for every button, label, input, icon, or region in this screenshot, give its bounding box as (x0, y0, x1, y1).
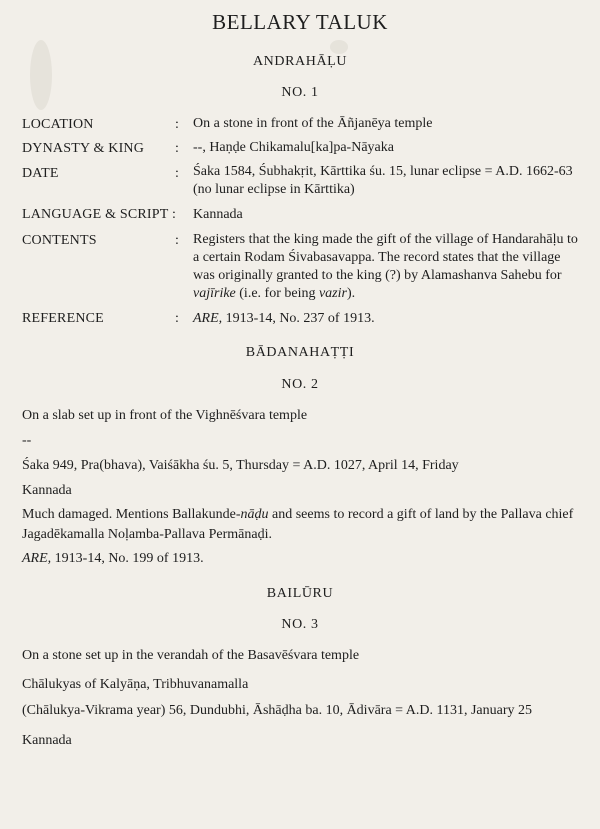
field-value-language: Kannada (193, 207, 243, 222)
section-2-number: NO. 2 (281, 377, 319, 392)
section-3-language: Kannada (22, 733, 72, 748)
field-label-language: LANGUAGE & SCRIPT : (22, 207, 177, 222)
field-value-date: Śaka 1584, Śubhakṛit, Kārttika śu. 15, lunar eclipse = A.D. 1662-63 (no lunar eclipse in Kārttika) (193, 164, 573, 197)
field-colon: : (175, 141, 179, 156)
field-colon: : (175, 311, 179, 326)
section-3-dynasty: Chālukyas of Kalyāṇa, Tribhuvanamalla (22, 677, 249, 692)
field-colon: : (175, 117, 179, 132)
field-colon: : (175, 233, 179, 248)
section-3-location: On a stone set up in the verandah of the Basavēśvara temple (22, 648, 360, 663)
field-colon: : (175, 166, 179, 181)
section-3-number: NO. 3 (281, 617, 319, 632)
section-2-language: Kannada (22, 483, 72, 498)
section-2-dynasty: -- (22, 433, 32, 448)
section-2-date: Śaka 949, Pra(bhava), Vaiśākha śu. 5, Thursday = A.D. 1027, April 14, Friday (22, 458, 459, 473)
section-1-number: NO. 1 (281, 85, 319, 100)
section-2-location: On a slab set up in front of the Vighnēśvara temple (22, 408, 308, 423)
section-3-date: (Chālukya-Vikrama year) 56, Dundubhi, Āshāḍha ba. 10, Ādivāra = A.D. 1131, January 25 (22, 703, 533, 718)
page-title: BELLARY TALUK (212, 10, 388, 34)
section-2-place: BĀDANAHAṬṬI (245, 345, 355, 360)
field-label-contents: CONTENTS (22, 233, 97, 248)
field-label-reference: REFERENCE (22, 311, 104, 326)
field-value-contents: Registers that the king made the gift of the village of Handarahāḷu to a certain Rodam Śivabasavappa. The record states that the village was originally granted to the king (?) by Alamashanva Sahebu for vajīrike (i.e. for being vazir). (193, 232, 578, 301)
field-value-dynasty: --, Haṇḍe Chikamalu[ka]pa-Nāyaka (193, 140, 394, 155)
field-value-reference: ARE, 1913-14, No. 237 of 1913. (193, 311, 375, 326)
field-label-dynasty: DYNASTY & KING (22, 141, 145, 156)
field-label-date: DATE (22, 166, 59, 181)
section-2-reference: ARE, 1913-14, No. 199 of 1913. (22, 551, 204, 566)
section-2-contents: Much damaged. Mentions Ballakunde-nāḍu and seems to record a gift of land by the Pallava chief Jagadēkamalla Noḷamba-Pallava Permānaḍi. (22, 507, 574, 542)
section-3-place: BAILŪRU (266, 586, 334, 601)
field-value-location: On a stone in front of the Āñjanēya temple (193, 116, 433, 131)
field-label-location: LOCATION (22, 117, 94, 132)
section-1-place: ANDRAHĀḶU (252, 54, 348, 69)
